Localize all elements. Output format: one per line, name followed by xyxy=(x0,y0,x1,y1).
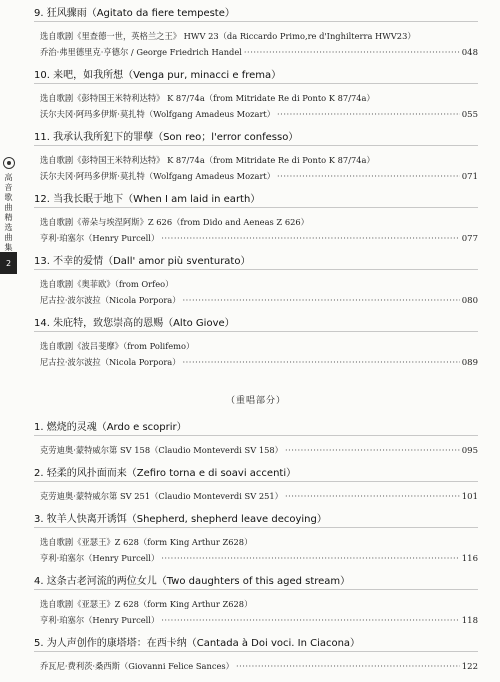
duet-section-heading: （重唱部分） xyxy=(225,396,286,406)
entry-composer-row xyxy=(34,354,478,371)
toc-entry[interactable] xyxy=(34,420,478,459)
divider xyxy=(34,207,478,208)
entry-title: 14. 朱庇特，致您崇高的恩赐（Alto Giove） xyxy=(34,318,235,329)
side-emblem-icon xyxy=(3,157,15,169)
toc-content xyxy=(34,6,478,682)
divider xyxy=(34,651,478,652)
entry-title: 13. 不幸的爱情（Dall' amor più sventurato） xyxy=(34,256,251,267)
solo-entry-list xyxy=(34,6,478,371)
toc-entry[interactable] xyxy=(34,6,478,61)
entry-page-number[interactable]: 116 xyxy=(461,554,478,564)
entry-composer-row xyxy=(34,442,478,459)
side-tab-label: 高音歌曲精选曲集 xyxy=(4,173,13,252)
entry-title: 4. 这条古老河流的两位女儿（Two daughters of this aged stream） xyxy=(34,576,351,587)
entry-source: 选自歌剧《奥菲欧》（from Orfeo） xyxy=(40,279,174,289)
entry-composer: 亨利·珀塞尔（Henry Purcell） xyxy=(40,233,160,243)
divider xyxy=(34,481,478,482)
leader-dots xyxy=(277,168,460,184)
entry-title: 9. 狂风骤雨（Agitato da fiere tempeste） xyxy=(34,8,235,19)
entry-title: 10. 来吧，如我所想（Venga pur, minacci e frema） xyxy=(34,70,282,81)
divider xyxy=(34,527,478,528)
entry-composer: 乔瓦尼·费利茨·桑西斯（Giovanni Felice Sances） xyxy=(40,661,234,671)
toc-entry[interactable] xyxy=(34,512,478,567)
entry-source: 选自歌剧《彭特国王米特利达特》 K 87/74a（from Mitridate Re di Ponto K 87/74a） xyxy=(40,93,375,103)
entry-title: 1. 燃烧的灵魂（Ardo e scoprir） xyxy=(34,422,187,433)
entry-composer: 沃尔夫冈·阿玛多伊斯·莫扎特（Wolfgang Amadeus Mozart） xyxy=(40,171,276,181)
divider xyxy=(34,21,478,22)
leader-dots xyxy=(285,442,460,458)
entry-title: 12. 当我长眠于地下（When I am laid in earth） xyxy=(34,194,261,205)
entry-composer-row xyxy=(34,106,478,123)
divider xyxy=(34,589,478,590)
page-marker: 2 xyxy=(0,252,17,274)
divider xyxy=(34,269,478,270)
side-tab xyxy=(0,157,17,253)
leader-dots xyxy=(161,612,460,628)
entry-page-number[interactable]: 122 xyxy=(461,662,478,672)
entry-source: 选自歌剧《蒂朵与埃涅阿斯》Z 626（from Dido and Aeneas Z 626） xyxy=(40,217,309,227)
entry-source: 选自歌剧《波吕斐摩》（from Polifemo） xyxy=(40,341,195,351)
toc-entry[interactable] xyxy=(34,130,478,185)
entry-composer-row xyxy=(34,230,478,247)
entry-composer-row xyxy=(34,44,478,61)
leader-dots xyxy=(161,550,460,566)
entry-composer-row xyxy=(34,292,478,309)
entry-composer: 克劳迪奥·蒙特威尔第 SV 251（Claudio Monteverdi SV 251） xyxy=(40,491,283,501)
toc-entry[interactable] xyxy=(34,316,478,371)
entry-title: 11. 我承认我所犯下的罪孽（Son reo；l'error confesso） xyxy=(34,132,299,143)
entry-page-number[interactable]: 095 xyxy=(461,446,478,456)
leader-dots xyxy=(161,230,460,246)
entry-composer: 亨利·珀塞尔（Henry Purcell） xyxy=(40,553,160,563)
entry-source: 选自歌剧《里查德一世，英格兰之王》 HWV 23（da Riccardo Primo,re d'Inghilterra HWV23） xyxy=(40,31,416,41)
duet-entry-list xyxy=(34,420,478,675)
entry-composer-row xyxy=(34,658,478,675)
toc-entry[interactable] xyxy=(34,636,478,675)
divider xyxy=(34,83,478,84)
entry-composer: 乔治·弗里德里克·亨德尔 / George Friedrich Handel xyxy=(40,47,242,57)
leader-dots xyxy=(183,354,460,370)
entry-source: 选自歌剧《彭特国王米特利达特》 K 87/74a（from Mitridate Re di Ponto K 87/74a） xyxy=(40,155,375,165)
entry-page-number[interactable]: 101 xyxy=(461,492,478,502)
toc-entry[interactable] xyxy=(34,574,478,629)
toc-entry[interactable] xyxy=(34,254,478,309)
leader-dots xyxy=(285,488,460,504)
entry-composer: 尼古拉·波尔波拉（Nicola Porpora） xyxy=(40,295,181,305)
entry-page-number[interactable]: 071 xyxy=(461,172,478,182)
entry-page-number[interactable]: 048 xyxy=(461,48,478,58)
entry-composer-row xyxy=(34,488,478,505)
entry-page-number[interactable]: 055 xyxy=(461,110,478,120)
divider xyxy=(34,145,478,146)
entry-composer: 克劳迪奥·蒙特威尔第 SV 158（Claudio Monteverdi SV 158） xyxy=(40,445,283,455)
entry-composer: 尼古拉·波尔波拉（Nicola Porpora） xyxy=(40,357,181,367)
toc-entry[interactable] xyxy=(34,466,478,505)
entry-composer: 亨利·珀塞尔（Henry Purcell） xyxy=(40,615,160,625)
leader-dots xyxy=(236,658,460,674)
toc-entry[interactable] xyxy=(34,192,478,247)
entry-page-number[interactable]: 080 xyxy=(461,296,478,306)
divider xyxy=(34,435,478,436)
entry-page-number[interactable]: 077 xyxy=(461,234,478,244)
leader-dots xyxy=(277,106,460,122)
leader-dots xyxy=(183,292,460,308)
entry-source: 选自歌剧《亚瑟王》Z 628（form King Arthur Z628） xyxy=(40,537,253,547)
entry-composer-row xyxy=(34,550,478,567)
entry-composer-row xyxy=(34,168,478,185)
entry-source: 选自歌剧《亚瑟王》Z 628（form King Arthur Z628） xyxy=(40,599,253,609)
entry-page-number[interactable]: 118 xyxy=(461,616,478,626)
entry-title: 2. 轻柔的风扑面而来（Zefiro torna e di soavi accenti） xyxy=(34,468,297,479)
leader-dots xyxy=(244,44,460,60)
entry-composer-row xyxy=(34,612,478,629)
entry-title: 3. 牧羊人快离开诱饵（Shepherd, shepherd leave decoying） xyxy=(34,514,327,525)
entry-page-number[interactable]: 089 xyxy=(461,358,478,368)
entry-title: 5. 为人声创作的康塔塔：在西卡纳（Cantada à Doi voci. In Ciacona） xyxy=(34,638,361,649)
entry-composer: 沃尔夫冈·阿玛多伊斯·莫扎特（Wolfgang Amadeus Mozart） xyxy=(40,109,276,119)
toc-entry[interactable] xyxy=(34,68,478,123)
divider xyxy=(34,331,478,332)
